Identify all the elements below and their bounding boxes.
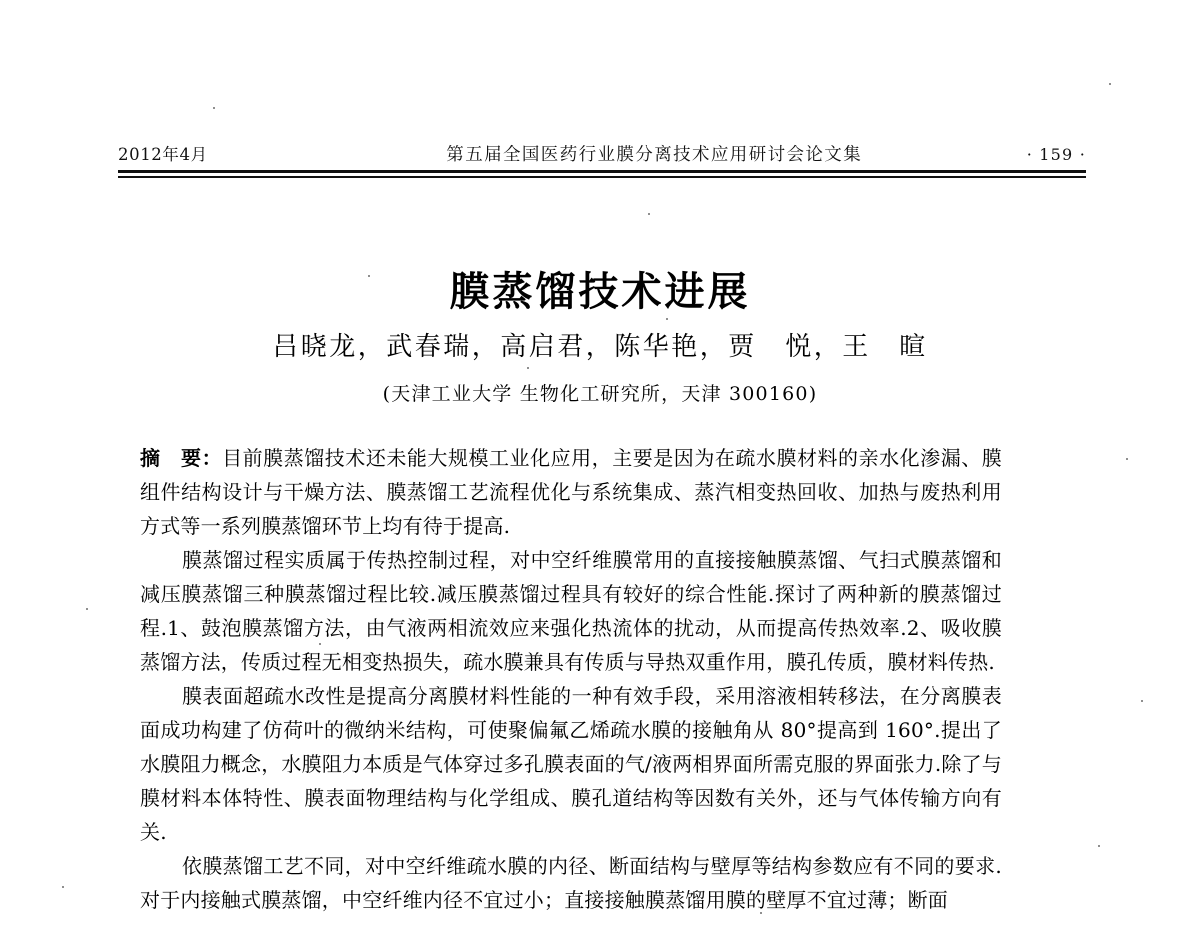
- scan-speck: [648, 213, 650, 215]
- scan-speck: [1141, 700, 1143, 702]
- author-list: 吕晓龙，武春瑞，高启君，陈华艳，贾 悦，王 暄: [272, 332, 928, 362]
- abstract-body: [140, 441, 1002, 917]
- page-title: 膜蒸馏技术进展: [449, 267, 751, 315]
- scan-speck: [213, 107, 215, 109]
- header-rule-thin: [118, 176, 1086, 178]
- header-date: 2012年4月: [118, 145, 208, 164]
- abstract-label: 摘 要：: [140, 446, 223, 470]
- abstract-paragraph-2: 膜蒸馏过程实质属于传热控制过程，对中空纤维膜常用的直接接触膜蒸馏、气扫式膜蒸馏和减压膜蒸馏三种膜蒸馏过程比较.减压膜蒸馏过程具有较好的综合性能.探讨了两种新的膜蒸馏过程.1、鼓泡膜蒸馏方法，由气液两相流效应来强化热流体的扰动，从而提高传热效率.2、吸收膜蒸馏方法，传质过程无相变热损失，疏水膜兼具有传质与导热双重作用，膜孔传质，膜材料传热.: [140, 548, 1002, 674]
- running-header: [118, 141, 1086, 169]
- abstract-paragraph-1: [140, 441, 1002, 543]
- affiliation: (天津工业大学 生物化工研究所，天津 300160): [382, 383, 818, 405]
- header-proceedings-title: 第五届全国医药行业膜分离技术应用研讨会论文集: [446, 145, 863, 165]
- scan-speck: [1109, 83, 1111, 85]
- scan-speck: [1098, 845, 1100, 847]
- header-divider-rule: [118, 170, 1086, 178]
- scan-speck: [666, 318, 668, 320]
- abstract-paragraph-1-text: 目前膜蒸馏技术还未能大规模工业化应用，主要是因为在疏水膜材料的亲水化渗漏、膜组件结构设计与干燥方法、膜蒸馏工艺流程优化与系统集成、蒸汽相变热回收、加热与废热利用方式等一系列膜蒸馏环节上均有待于提高.: [140, 446, 1002, 538]
- scan-speck: [86, 608, 88, 610]
- scan-speck: [1126, 458, 1128, 460]
- abstract-paragraph-3: 膜表面超疏水改性是提高分离膜材料性能的一种有效手段，采用溶液相转移法，在分离膜表面成功构建了仿荷叶的微纳米结构，可使聚偏氟乙烯疏水膜的接触角从 80°提高到 160°.提出了水膜阻力概念，水膜阻力本质是气体穿过多孔膜表面的气/液两相界面所需克服的界面张力.除了与膜材料本体特性、膜表面物理结构与化学组成、膜孔道结构等因数有关外，还与气体传输方向有关.: [140, 684, 1002, 844]
- abstract-paragraph-4: 依膜蒸馏工艺不同，对中空纤维疏水膜的内径、断面结构与壁厚等结构参数应有不同的要求.对于内接触式膜蒸馏，中空纤维内径不宜过小；直接接触膜蒸馏用膜的壁厚不宜过薄；断面: [140, 854, 1002, 912]
- page-number: · 159 ·: [1026, 145, 1086, 164]
- header-rule-thick: [118, 170, 1086, 173]
- scan-speck: [527, 367, 529, 369]
- scan-speck: [62, 886, 64, 888]
